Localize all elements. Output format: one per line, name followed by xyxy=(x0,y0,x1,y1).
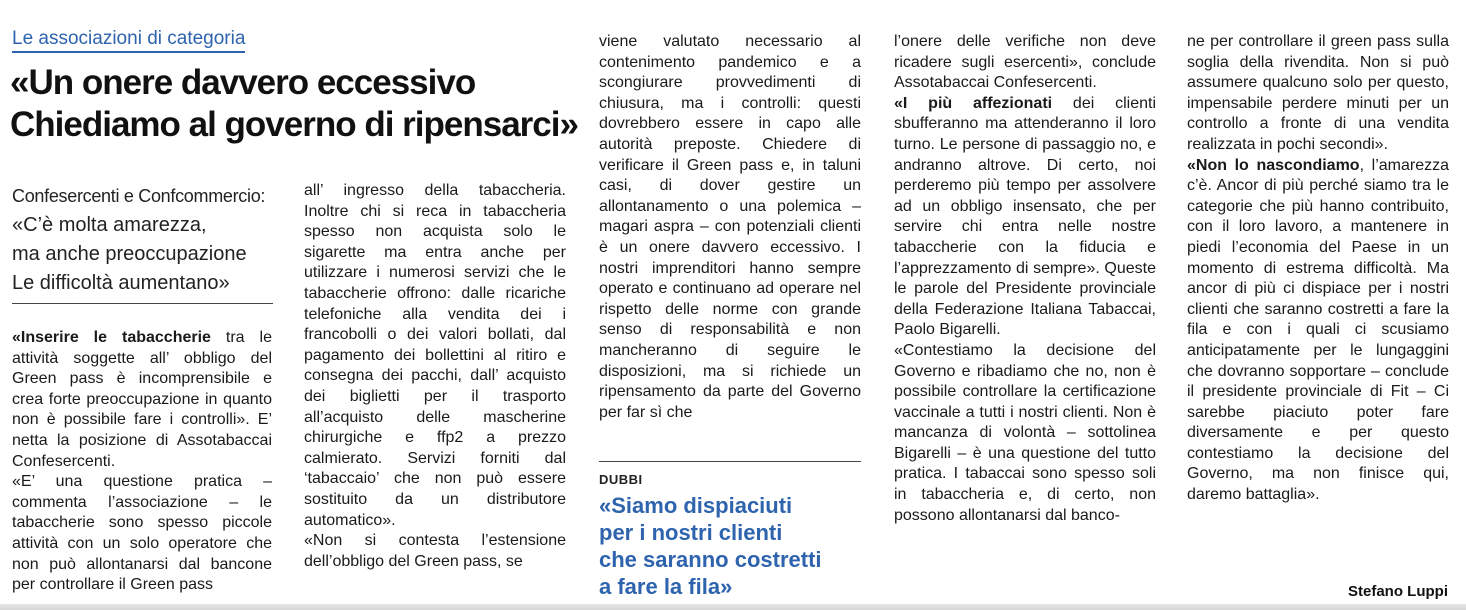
col1-paragraph-2: «E’ una questione pratica – commenta l’associazione – le tabaccherie sono spesso piccole attività con un solo operatore che non può allontanarsi dal bancone per controllare il Green pass xyxy=(12,473,272,594)
summary-line-1: Confesercenti e Confcommercio: xyxy=(12,186,266,206)
headline-line-1: «Un onere davvero eccessivo xyxy=(10,63,476,102)
col2-paragraph-1: all’ ingresso della tabaccheria. Inoltre chi si reca in tabaccheria spesso non acquista solo le sigarette ma entra anche per utilizzare i numerosi servizi che le tabaccherie offrono: dalle ricariche telefoniche alla vendita dei i francobolli o dei valori bollati, dal pagamento dei bollettini al ritiro e consegna dei pacchi, dall’ acquisto dei biglietti per il trasporto all’acquisto delle mascherine chirurgiche e ffp2 a prezzo calmierato. Servizi forniti dal ‘tabaccaio’ che non può essere sostituito da un distributore automatico». xyxy=(304,182,566,529)
col5-paragraph-1: ne per controllare il green pass sulla soglia della rivendita. Non si può assumere qualcuno solo per questo, impensabile perdere minuti per un controllo a fronte di una vendita realizzata in pochi secondi». xyxy=(1187,33,1449,153)
col5-lead-bold: «Non lo nascondiamo xyxy=(1187,156,1360,174)
col5-paragraph-2 xyxy=(1187,156,1449,506)
summary-line-4: Le difficoltà aumentano» xyxy=(12,272,230,294)
col2-paragraph-2: «Non si contesta l’estensione dell’obbligo del Green pass, se xyxy=(304,532,566,570)
col5-paragraph-2-text: , l’amarezza c’è. Ancor di più perché siamo tra le categorie che più hanno contribuito, con il loro lavoro, a mantenere in piedi l’economia del Paese in un momento di estrema difficoltà. Ma ancor di più ci dispiace per i nostri clienti che saranno costretti a fare la fila e con i quali ci scusiamo anticipatamente per le lungaggini che dovranno sopportare – conclude il presidente provinciale di Fit – Ci sarebbe piaciuto poter fare diversamente e per questo contestiamo la decisione del Governo, ma non finisce qui, daremo battaglia». xyxy=(1187,156,1449,504)
col4-lead-bold: «I più affezionati xyxy=(894,94,1053,112)
summary xyxy=(12,182,282,298)
summary-line-3: ma anche preoccupazione xyxy=(12,243,247,265)
subhead-tag: DUBBI xyxy=(599,472,643,487)
text-column-5 xyxy=(1187,32,1449,506)
headline-line-2: Chiediamo al governo di ripensarci» xyxy=(10,105,578,144)
subhead-quote xyxy=(599,492,864,600)
text-column-4 xyxy=(894,32,1156,526)
col4-paragraph-3: «Contestiamo la decisione del Governo e ribadiamo che no, non è possibile controllare la certificazione vaccinale a tutti i nostri clienti. Non è mancanza di volontà – sottolinea Bigarelli – è una questione del tutto pratica. I tabaccai sono spesso soli in tabaccheria e, di certo, non possono allontanarsi dal banco- xyxy=(894,341,1156,524)
section-kicker: Le associazioni di categoria xyxy=(12,28,245,53)
subhead-line-2: per i nostri clienti xyxy=(599,520,783,545)
text-column-2 xyxy=(304,181,566,572)
col4-paragraph-1: l’onere delle verifiche non deve ricadere sugli esercenti», conclude Assotabaccai Confesercenti. xyxy=(894,33,1156,92)
subhead-divider xyxy=(599,461,861,462)
author-byline: Stefano Luppi xyxy=(1348,583,1448,600)
subhead-line-4: a fare la fila» xyxy=(599,574,733,599)
summary-divider xyxy=(12,303,273,304)
summary-line-2: «C’è molta amarezza, xyxy=(12,214,207,236)
subhead-line-3: che saranno costretti xyxy=(599,547,822,572)
headline xyxy=(10,62,590,146)
col1-paragraph-1 xyxy=(12,328,272,472)
col1-paragraph-1-text: tra le attività soggette all’ obbligo del Green pass è incomprensibile e crea forte preoccupazione in quanto non è possibile fare i controlli». E’ netta la posizione di Assotabaccai Confesercenti. xyxy=(12,329,272,470)
page-bottom-edge xyxy=(0,604,1466,610)
col4-paragraph-2 xyxy=(894,94,1156,341)
col1-lead-bold: «Inserire le tabaccherie xyxy=(12,329,211,346)
subhead-line-1: «Siamo dispiaciuti xyxy=(599,493,793,518)
text-column-1 xyxy=(12,328,272,596)
col4-paragraph-2-text: dei clienti sbufferanno ma attenderanno il loro turno. Le persone di passaggio no, e andranno altrove. Di certo, noi perderemo più tempo per assolvere ad un obbligo insensato, che per servire chi entra nelle nostre tabaccherie con la fiducia e l’apprezzamento di sempre». Queste le parole del Presidente provinciale della Federazione Italiana Tabaccai, Paolo Bigarelli. xyxy=(894,94,1156,339)
col3-paragraph-1: viene valutato necessario al contenimento pandemico e a scongiurare provvedimenti di chiusura, ma i controlli: questi dovrebbero essere in capo alle autorità preposte. Chiedere di verificare il Green pass e, in taluni casi, di dover gestire un allontanamento o una polemica – magari aspra – con potenziali clienti è un onere davvero eccessivo. I nostri imprenditori hanno sempre operato e continuano ad operare nel rispetto delle norme con grande senso di responsabilità e non mancheranno di seguire le disposizioni, ma si richiede un ripensamento da parte del Governo per far sì che xyxy=(599,33,861,421)
text-column-3 xyxy=(599,32,861,423)
